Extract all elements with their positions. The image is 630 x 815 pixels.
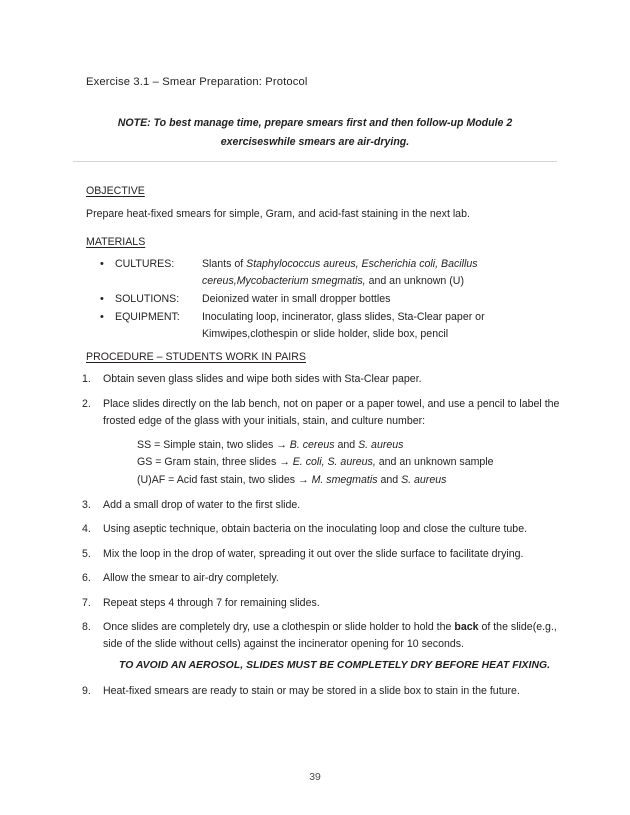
step-text: Place slides directly on the lab bench, not on paper or a paper towel, and use a pencil to label the frosted edge of the glass with your initials, stain, and culture number: bbox=[103, 397, 560, 427]
step-text-emphasis: back bbox=[454, 621, 479, 633]
safety-warning: TO AVOID AN AEROSOL, SLIDES MUST BE COMPLETELY DRY BEFORE HEAT FIXING. bbox=[119, 660, 551, 671]
procedure-heading: PROCEDURE – STUDENTS WORK IN PAIRS bbox=[86, 351, 306, 363]
subline-species-2: S. aureus bbox=[358, 438, 404, 451]
subline-between: and an unknown sample bbox=[375, 456, 494, 468]
materials-label: CULTURES: bbox=[115, 258, 175, 270]
subline-pre: GS = Gram stain, three slides bbox=[137, 456, 280, 468]
list-item bbox=[86, 256, 556, 290]
subline-pre: SS = Simple stain, two slides bbox=[137, 438, 277, 451]
materials-value-text: Slants of bbox=[201, 258, 247, 270]
subline-species-2: S. aureus bbox=[401, 473, 447, 486]
step-text: Obtain seven glass slides and wipe both sides with Sta-Clear paper. bbox=[103, 373, 422, 385]
bullet-icon: • bbox=[100, 258, 104, 270]
procedure-step bbox=[82, 371, 560, 388]
materials-value: Inoculating loop, incinerator, glass slides, Sta-Clear paper or Kimwipes,clothespin or slide holder, slide box, pencil bbox=[201, 311, 485, 340]
materials-value-italic: Staphylococcus aureus, Escherichia coli, Bacillus cereus,Mycobacterium smegmatis, bbox=[201, 258, 478, 287]
materials-heading: MATERIALS bbox=[86, 236, 146, 248]
procedure-step bbox=[82, 619, 560, 675]
procedure-step bbox=[82, 396, 560, 490]
bullet-icon: • bbox=[100, 293, 104, 305]
step-text: Heat-fixed smears are ready to stain or may be stored in a slide box to stain in the future. bbox=[103, 684, 520, 697]
materials-value: Deionized water in small dropper bottles bbox=[201, 293, 391, 305]
arrow-icon: → bbox=[279, 456, 290, 468]
subline-between: and bbox=[334, 438, 359, 451]
objective-heading: OBJECTIVE bbox=[86, 185, 145, 197]
subline bbox=[137, 472, 560, 490]
note-line-1: NOTE: To best manage time, prepare smears first and then follow-up Module 2 bbox=[117, 117, 513, 129]
step-text: Mix the loop in the drop of water, spreading it out over the slide surface to facilitate drying. bbox=[103, 547, 524, 560]
step-text: Using aseptic technique, obtain bacteria on the inoculating loop and close the culture tube. bbox=[103, 523, 528, 535]
subline bbox=[137, 437, 560, 455]
materials-value-tail: and an unknown (U) bbox=[365, 275, 464, 287]
list-item bbox=[86, 291, 556, 308]
procedure-list bbox=[82, 371, 560, 707]
bullet-icon: • bbox=[100, 311, 104, 323]
subline-species-1: M. smegmatis bbox=[308, 473, 378, 486]
step-number: 2. bbox=[82, 397, 91, 410]
note-line-2: exerciseswhile smears are air-drying. bbox=[220, 136, 410, 148]
arrow-icon: → bbox=[276, 438, 287, 451]
procedure-step bbox=[82, 521, 560, 538]
step-number: 5. bbox=[82, 547, 91, 560]
procedure-step bbox=[82, 595, 560, 612]
step-number: 7. bbox=[82, 596, 91, 609]
objective-text: Prepare heat-fixed smears for simple, Gram, and acid-fast staining in the next lab. bbox=[86, 208, 470, 220]
step-text: Repeat steps 4 through 7 for remaining slides. bbox=[103, 596, 320, 609]
note-block bbox=[86, 114, 544, 152]
materials-value bbox=[202, 256, 522, 290]
materials-list bbox=[86, 256, 556, 344]
step-number: 9. bbox=[82, 684, 91, 697]
list-item bbox=[86, 309, 556, 343]
step-text-pre: Once slides are completely dry, use a clothespin or slide holder to hold the bbox=[103, 621, 455, 633]
procedure-step bbox=[82, 570, 560, 587]
step-text: Add a small drop of water to the first slide. bbox=[103, 498, 301, 511]
step-text-post: of the slide(e.g., side of the slide without cells) against the incinerator opening for 10 seconds. bbox=[103, 621, 557, 650]
step-number: 4. bbox=[82, 523, 91, 535]
subline-pre: (U)AF = Acid fast stain, two slides bbox=[137, 473, 299, 486]
step-number: 1. bbox=[82, 373, 91, 385]
arrow-icon: → bbox=[298, 473, 309, 486]
procedure-step bbox=[82, 497, 560, 514]
subline-species-1: B. cereus bbox=[286, 438, 335, 451]
horizontal-divider bbox=[73, 161, 557, 162]
subline bbox=[137, 454, 560, 472]
step-number: 3. bbox=[82, 498, 91, 511]
step-sublines bbox=[103, 437, 560, 490]
materials-label: EQUIPMENT: bbox=[115, 311, 180, 323]
subline-between: and bbox=[377, 473, 402, 486]
page-title: Exercise 3.1 – Smear Preparation: Protocol bbox=[86, 76, 308, 88]
subline-species-1: E. coli, S. aureus, bbox=[289, 456, 376, 468]
procedure-step bbox=[82, 683, 560, 700]
step-number: 8. bbox=[82, 621, 91, 633]
procedure-step bbox=[82, 546, 560, 563]
page-number: 39 bbox=[309, 772, 321, 783]
step-number: 6. bbox=[82, 572, 91, 584]
materials-label: SOLUTIONS: bbox=[115, 293, 180, 305]
step-text: Allow the smear to air-dry completely. bbox=[103, 572, 279, 584]
